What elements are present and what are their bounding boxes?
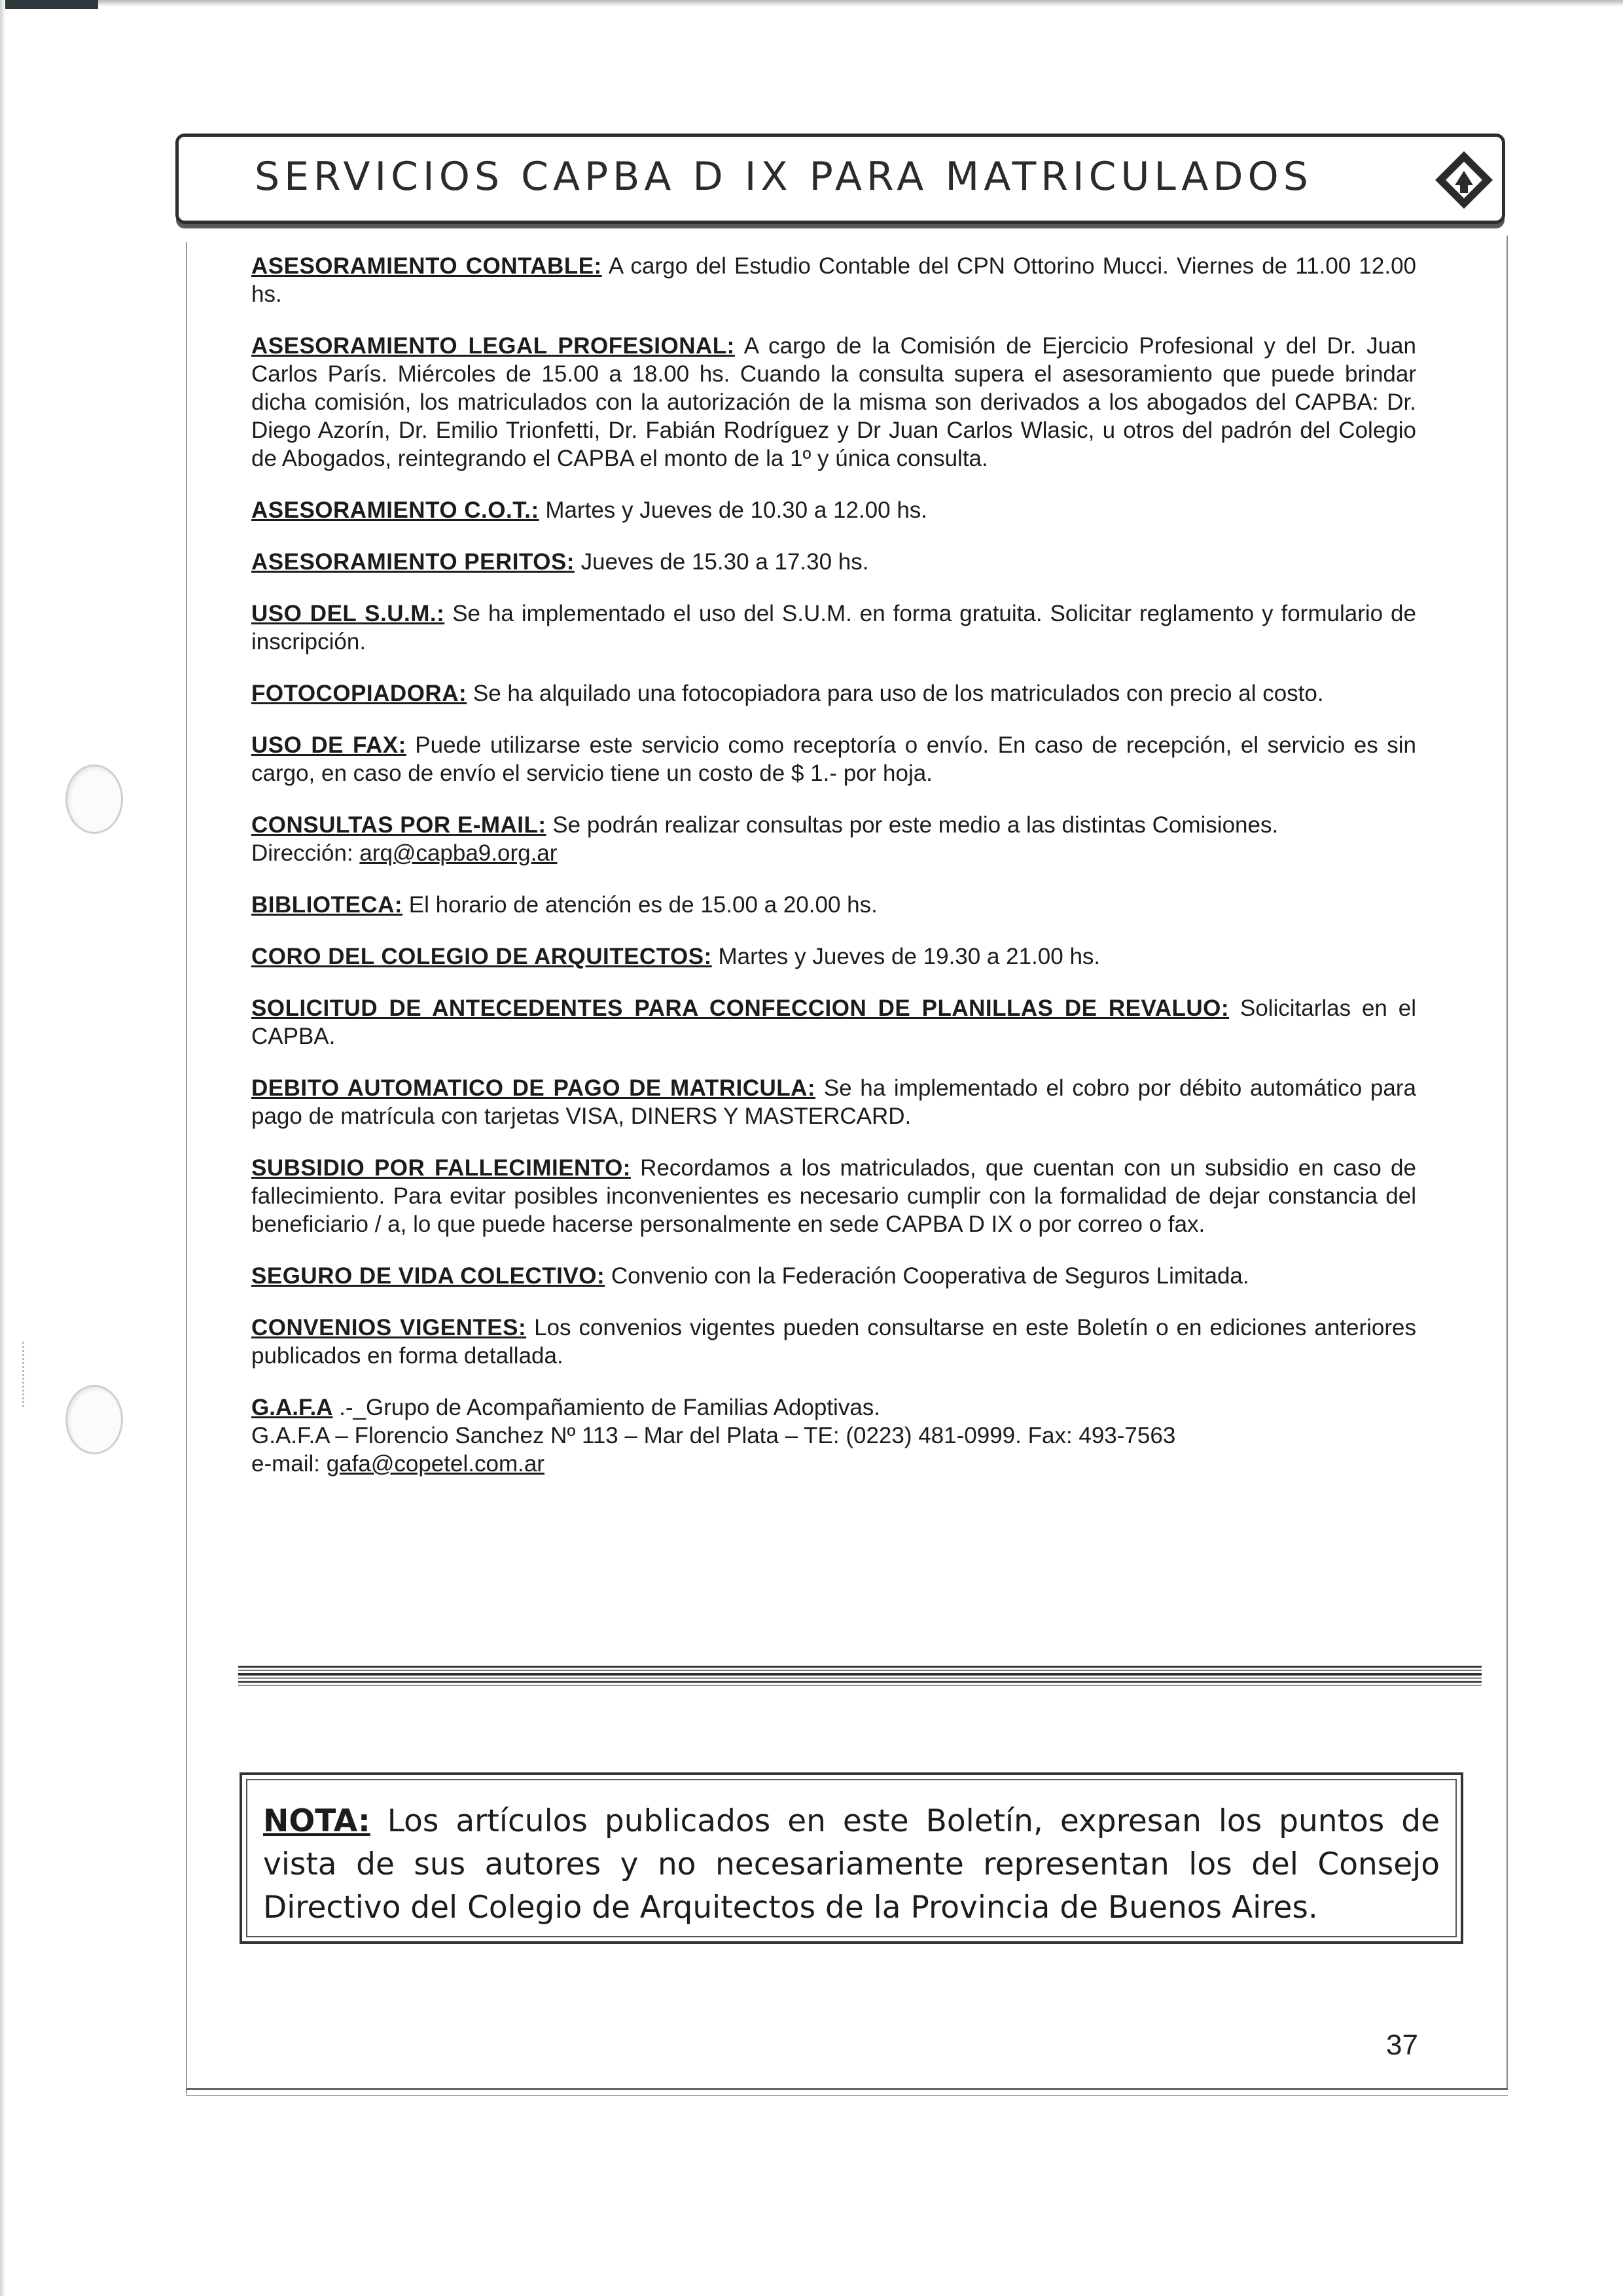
scan-dots bbox=[22, 1342, 28, 1407]
gafa-line2: G.A.F.A – Florencio Sanchez Nº 113 – Mar del Plata – TE: (0223) 481-0999. Fax: 493-7563 bbox=[251, 1423, 1176, 1448]
service-label: FOTOCOPIADORA: bbox=[251, 681, 467, 706]
service-label: CONVENIOS VIGENTES: bbox=[251, 1315, 527, 1340]
service-label: CONSULTAS POR E-MAIL: bbox=[251, 812, 546, 838]
page-frame-bottom-thin bbox=[186, 2095, 1508, 2096]
service-item bbox=[251, 679, 1416, 708]
service-label: ASESORAMIENTO C.O.T.: bbox=[251, 497, 539, 523]
service-text: Los convenios vigentes pueden consultarse en este Boletín o en ediciones anteriores publicados en forma detallada. bbox=[251, 1315, 1416, 1369]
gafa-line1: .-_Grupo de Acompañamiento de Familias Adoptivas. bbox=[332, 1395, 881, 1420]
service-item bbox=[251, 731, 1416, 787]
service-text: Convenio con la Federación Cooperativa de Seguros Limitada. bbox=[605, 1263, 1249, 1289]
service-label: ASESORAMIENTO CONTABLE: bbox=[251, 253, 602, 279]
nota-box bbox=[240, 1772, 1463, 1944]
service-label: USO DEL S.U.M.: bbox=[251, 601, 445, 626]
service-item bbox=[251, 600, 1416, 656]
capba-logo-icon bbox=[1431, 147, 1497, 213]
service-item-email bbox=[251, 811, 1416, 867]
service-label: ASESORAMIENTO LEGAL PROFESIONAL: bbox=[251, 333, 735, 359]
service-item bbox=[251, 994, 1416, 1050]
service-item bbox=[251, 548, 1416, 576]
email-address-prefix: Dirección: bbox=[251, 840, 360, 866]
gafa-label: G.A.F.A bbox=[251, 1395, 333, 1420]
service-item bbox=[251, 1262, 1416, 1290]
nota-label: NOTA: bbox=[263, 1803, 370, 1839]
service-text: Recordamos a los matriculados, que cuentan con un subsidio en caso de fallecimiento. Para evitar posibles inconvenientes es necesario cumplir con la formalidad de dejar constancia del beneficiario / a, lo que puede hacerse personalmente en sede CAPBA D IX o por correo o fax. bbox=[251, 1155, 1416, 1237]
service-label: DEBITO AUTOMATICO DE PAGO DE MATRICULA: bbox=[251, 1075, 816, 1101]
service-text: Se ha implementado el cobro por débito automático para pago de matrícula con tarjetas VISA, DINERS Y MASTERCARD. bbox=[251, 1075, 1416, 1129]
service-label: SEGURO DE VIDA COLECTIVO: bbox=[251, 1263, 605, 1289]
service-text: Puede utilizarse este servicio como receptoría o envío. En caso de recepción, el servicio es sin cargo, en caso de envío el servicio tiene un costo de $ 1.- por hoja. bbox=[251, 732, 1416, 786]
page-frame-left bbox=[186, 242, 187, 2094]
service-label: USO DE FAX: bbox=[251, 732, 406, 758]
service-item bbox=[251, 252, 1416, 308]
service-text: Martes y Jueves de 19.30 a 21.00 hs. bbox=[711, 944, 1101, 969]
service-item bbox=[251, 496, 1416, 524]
gafa-email-link[interactable]: gafa@copetel.com.ar bbox=[326, 1451, 544, 1477]
service-label: CORO DEL COLEGIO DE ARQUITECTOS: bbox=[251, 944, 712, 969]
services-list bbox=[251, 252, 1416, 1501]
punch-hole-upper bbox=[65, 764, 123, 834]
service-text: El horario de atención es de 15.00 a 20.00 hs. bbox=[402, 892, 878, 918]
service-text: Martes y Jueves de 10.30 a 12.00 hs. bbox=[539, 497, 928, 523]
email-link[interactable]: arq@capba9.org.ar bbox=[359, 840, 558, 866]
service-text: Jueves de 15.30 a 17.30 hs. bbox=[574, 549, 869, 575]
service-item bbox=[251, 1074, 1416, 1130]
scan-edge-left bbox=[0, 0, 5, 2296]
service-text: Solicitarlas en el CAPBA. bbox=[251, 996, 1416, 1049]
service-item bbox=[251, 942, 1416, 971]
punch-hole-lower bbox=[65, 1385, 123, 1454]
scan-edge-top bbox=[0, 0, 1623, 7]
gafa-email-prefix: e-mail: bbox=[251, 1451, 327, 1477]
service-label: SOLICITUD DE ANTECEDENTES PARA CONFECCION DE PLANILLAS DE REVALUO: bbox=[251, 996, 1230, 1021]
service-text: Se ha alquilado una fotocopiadora para uso de los matriculados con precio al costo. bbox=[467, 681, 1324, 706]
service-label: SUBSIDIO POR FALLECIMIENTO: bbox=[251, 1155, 631, 1181]
service-text: Se ha implementado el uso del S.U.M. en forma gratuita. Solicitar reglamento y formulario de inscripción. bbox=[251, 601, 1416, 655]
gafa-block bbox=[251, 1393, 1416, 1478]
nota-text: Los artículos publicados en este Boletín, expresan los puntos de vista de sus autores y no necesariamente representan los del Consejo Directivo del Colegio de Arquitectos de la Provincia de Buenos Aires. bbox=[263, 1803, 1440, 1926]
section-header bbox=[175, 134, 1505, 224]
service-text: Se podrán realizar consultas por este medio a las distintas Comisiones. bbox=[546, 812, 1279, 838]
page-frame-bottom bbox=[186, 2088, 1508, 2090]
divider-rule bbox=[238, 1666, 1482, 1692]
page-title: SERVICIOS CAPBA D IX PARA MATRICULADOS bbox=[255, 154, 1313, 200]
service-item bbox=[251, 332, 1416, 473]
service-item bbox=[251, 1154, 1416, 1238]
page-number: 37 bbox=[1386, 2029, 1418, 2061]
scan-corner-mark bbox=[0, 0, 98, 9]
service-label: ASESORAMIENTO PERITOS: bbox=[251, 549, 575, 575]
service-label: BIBLIOTECA: bbox=[251, 892, 403, 918]
page-frame-right bbox=[1507, 236, 1508, 2088]
service-text: A cargo del Estudio Contable del CPN Ottorino Mucci. Viernes de 11.00 12.00 hs. bbox=[251, 253, 1416, 307]
service-item bbox=[251, 1314, 1416, 1370]
service-item bbox=[251, 891, 1416, 919]
nota-text-block bbox=[246, 1779, 1457, 1937]
service-text: A cargo de la Comisión de Ejercicio Profesional y del Dr. Juan Carlos París. Miércoles de 15.00 a 18.00 hs. Cuando la consulta supera el asesoramiento que puede brindar dicha comisión, los matriculados con la autorización de la misma son derivados a los abogados del CAPBA: Dr. Diego Azorín, Dr. Emilio Trionfetti, Dr. Fabián Rodríguez y Dr Juan Carlos Wlasic, u otros del padrón del Colegio de Abogados, reintegrando el CAPBA el monto de la 1º y única consulta. bbox=[251, 333, 1416, 471]
